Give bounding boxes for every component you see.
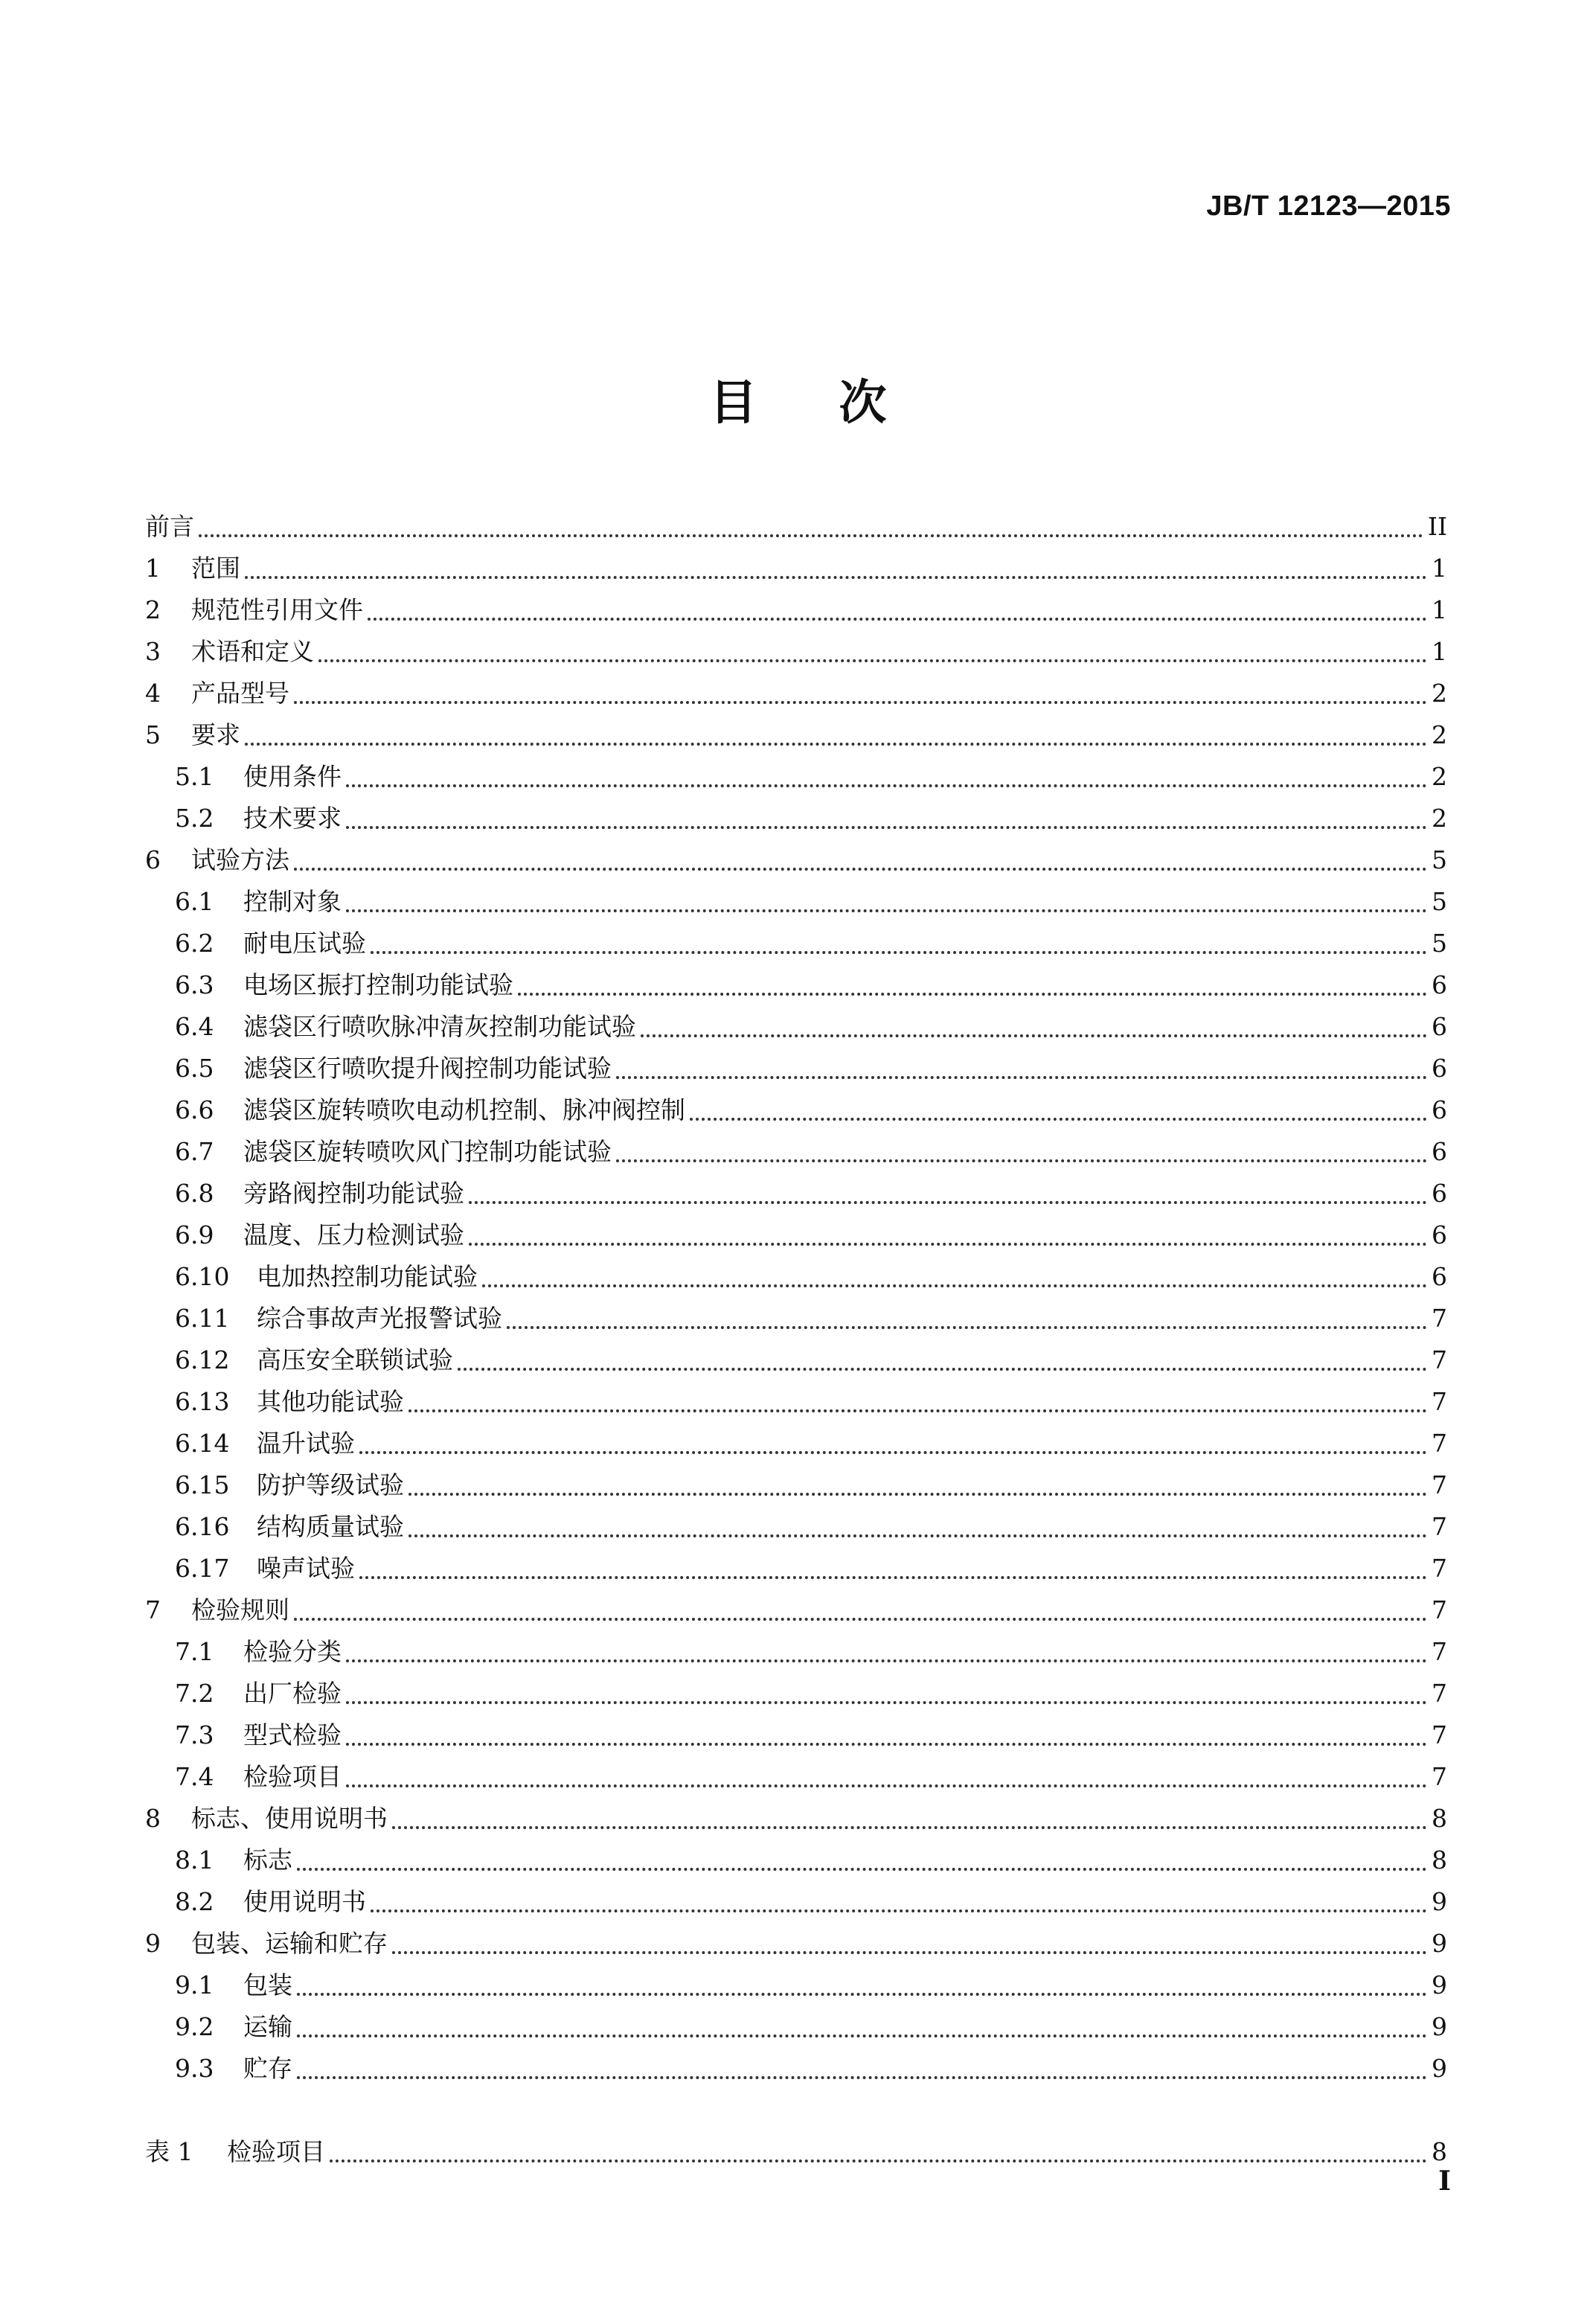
toc-entry-number: 9.3: [175, 2054, 214, 2083]
toc-entry-label: 耐电压试验: [243, 929, 366, 958]
toc-entry[interactable]: [145, 1923, 1447, 1965]
dot-leader: [507, 1326, 1427, 1329]
toc-entry-number: 6.9: [175, 1220, 214, 1249]
toc-entry-label: 运输: [243, 2012, 292, 2041]
dot-leader: [346, 1784, 1427, 1787]
toc-entry-number: 6.12: [175, 1345, 230, 1374]
dot-leader: [408, 1409, 1427, 1412]
toc-entry-label: 温度、压力检测试验: [243, 1220, 464, 1249]
toc-entry-label: 范围: [191, 554, 240, 583]
toc-entry-label: 其他功能试验: [257, 1387, 404, 1416]
toc-entry-label: 结构质量试验: [257, 1512, 404, 1541]
toc-entry-page: 5: [1432, 887, 1447, 916]
dot-leader: [294, 1618, 1427, 1621]
toc-subentry[interactable]: [145, 1423, 1447, 1464]
toc-entry-page: 9: [1432, 1929, 1447, 1958]
toc-subentry[interactable]: [145, 1089, 1447, 1131]
toc-entry-label: 滤袋区行喷吹提升阀控制功能试验: [243, 1054, 612, 1083]
page-number: I: [1438, 2165, 1451, 2197]
toc-subentry[interactable]: [145, 964, 1447, 1006]
toc-entry-page: 7: [1432, 1429, 1447, 1458]
toc-entry-number: 6.8: [175, 1179, 214, 1208]
toc-entry-page: 7: [1432, 1304, 1447, 1333]
toc-entry-number: 6.11: [175, 1304, 230, 1333]
toc-subentry[interactable]: [145, 881, 1447, 923]
toc-entry-page: 1: [1432, 554, 1447, 583]
toc-subentry[interactable]: [145, 1048, 1447, 1089]
toc-entry-number: 5.2: [175, 804, 214, 833]
toc-entry-page: 2: [1432, 762, 1447, 791]
toc-entry-page: 7: [1432, 1512, 1447, 1541]
dot-leader: [469, 1243, 1427, 1246]
toc-entry-page: 5: [1432, 929, 1447, 958]
toc-entry-page: 2: [1432, 720, 1447, 749]
toc-entry-label: 使用说明书: [243, 1887, 366, 1916]
toc-entry-number: 6.15: [175, 1470, 230, 1499]
toc-subentry[interactable]: [145, 1715, 1447, 1756]
dot-leader: [392, 1826, 1427, 1829]
table-of-contents: [145, 506, 1447, 2173]
toc-subentry[interactable]: [145, 1339, 1447, 1381]
dot-leader: [641, 1034, 1427, 1037]
toc-entry-number: 7: [145, 1595, 161, 1624]
toc-entry-number: 6.3: [175, 970, 214, 999]
toc-entry-page: 6: [1432, 1012, 1447, 1041]
toc-entry-label: 试验方法: [191, 845, 289, 874]
toc-entry-label: 出厂检验: [243, 1679, 342, 1708]
dot-leader: [199, 534, 1423, 537]
toc-entry-page: 6: [1432, 1262, 1447, 1291]
dot-leader: [245, 743, 1427, 746]
toc-entry-number: 3: [145, 637, 161, 666]
dot-leader: [408, 1493, 1427, 1496]
toc-entry-number: 2: [145, 595, 161, 624]
toc-entry-number: 4: [145, 679, 161, 708]
toc-entry-label: 要求: [191, 720, 240, 749]
toc-entry-label: 标志: [243, 1845, 292, 1874]
toc-subentry[interactable]: [145, 1756, 1447, 1798]
toc-entry-number: 6.14: [175, 1429, 230, 1458]
toc-entry-label: 控制对象: [243, 887, 342, 916]
toc-entry-label: 包装、运输和贮存: [191, 1929, 388, 1958]
toc-entry-label: 规范性引用文件: [191, 595, 363, 624]
toc-subentry[interactable]: [145, 1840, 1447, 1881]
toc-entry-label: 防护等级试验: [257, 1470, 404, 1499]
toc-entry-page: 1: [1432, 595, 1447, 624]
toc-subentry[interactable]: [145, 1631, 1447, 1673]
dot-leader: [294, 868, 1427, 871]
dot-leader: [330, 2159, 1427, 2162]
toc-entry-page: 5: [1432, 845, 1447, 874]
dot-leader: [359, 1576, 1427, 1579]
toc-subentry[interactable]: [145, 1506, 1447, 1548]
toc-entry-page: 9: [1432, 1887, 1447, 1916]
toc-entry-page: 8: [1432, 1845, 1447, 1874]
toc-entry-page: 1: [1432, 637, 1447, 666]
toc-entry-page: 7: [1432, 1595, 1447, 1624]
dot-leader: [245, 576, 1427, 579]
toc-subentry[interactable]: [145, 756, 1447, 798]
toc-entry-label: 术语和定义: [191, 637, 314, 666]
toc-entry-page: 6: [1432, 1220, 1447, 1249]
toc-entry-foreword[interactable]: [145, 506, 1447, 548]
toc-entry-number: 5.1: [175, 762, 214, 791]
toc-entry-page: 7: [1432, 1762, 1447, 1791]
toc-entry-number: 6.17: [175, 1554, 230, 1583]
toc-entry-page: 8: [1432, 1804, 1447, 1833]
toc-entry-label: 温升试验: [257, 1429, 355, 1458]
toc-subentry[interactable]: [145, 1256, 1447, 1298]
toc-entry-page: 6: [1432, 1095, 1447, 1124]
dot-leader: [297, 1993, 1427, 1996]
dot-leader: [482, 1284, 1427, 1287]
dot-leader: [346, 909, 1427, 912]
toc-entry-page: 6: [1432, 970, 1447, 999]
toc-entry[interactable]: [145, 589, 1447, 631]
toc-entry-number: 6.10: [175, 1262, 230, 1291]
dot-leader: [408, 1534, 1427, 1537]
dot-leader: [616, 1159, 1427, 1162]
toc-subentry[interactable]: [145, 2006, 1447, 2048]
toc-entry-page: 6: [1432, 1137, 1447, 1166]
toc-subentry[interactable]: [145, 1214, 1447, 1256]
toc-subentry[interactable]: [145, 798, 1447, 839]
toc-subentry[interactable]: [145, 1298, 1447, 1339]
toc-entry-label: 型式检验: [243, 1720, 342, 1749]
toc-entry-page: 9: [1432, 1970, 1447, 2000]
toc-entry-page: 7: [1432, 1387, 1447, 1416]
toc-subentry[interactable]: [145, 1464, 1447, 1506]
toc-entry-page: 9: [1432, 2012, 1447, 2041]
toc-entry-number: 1: [145, 554, 161, 583]
dot-leader: [458, 1368, 1427, 1371]
toc-entry-number: 9.2: [175, 2012, 214, 2041]
toc-entry-label: 电场区振打控制功能试验: [243, 970, 513, 999]
dot-leader: [297, 2034, 1427, 2037]
toc-subentry[interactable]: [145, 1548, 1447, 1589]
toc-entry-label: 滤袋区旋转喷吹电动机控制、脉冲阀控制: [243, 1095, 685, 1124]
toc-entry[interactable]: [145, 631, 1447, 673]
toc-entry-number: 7.1: [175, 1637, 214, 1666]
toc-entry-number: 8: [145, 1804, 161, 1833]
dot-leader: [368, 618, 1427, 621]
dot-leader: [690, 1118, 1427, 1121]
toc-entry-page: 2: [1432, 679, 1447, 708]
toc-entry-number: 6.6: [175, 1095, 214, 1124]
toc-entry-label: 噪声试验: [257, 1554, 355, 1583]
dot-leader: [392, 1951, 1427, 1954]
toc-entry-label: 贮存: [243, 2054, 292, 2083]
toc-entry-number: 6.13: [175, 1387, 230, 1416]
dot-leader: [518, 993, 1427, 996]
standard-code: JB/T 12123—2015: [1206, 191, 1451, 222]
toc-entry-page: 6: [1432, 1179, 1447, 1208]
toc-table-label: 检验项目: [227, 2137, 325, 2166]
dot-leader: [346, 1701, 1427, 1704]
toc-entry-label: 旁路阀控制功能试验: [243, 1179, 464, 1208]
toc-entry-page: 7: [1432, 1345, 1447, 1374]
dot-leader: [346, 784, 1427, 787]
toc-entry-label: 高压安全联锁试验: [257, 1345, 453, 1374]
toc-entry-label: 使用条件: [243, 762, 342, 791]
toc-entry-label: 检验分类: [243, 1637, 342, 1666]
toc-entry-number: 6: [145, 845, 161, 874]
dot-leader: [346, 826, 1427, 829]
toc-entry-label: 电加热控制功能试验: [257, 1262, 478, 1291]
toc-subentry[interactable]: [145, 2048, 1447, 2090]
toc-entry-number: 6.1: [175, 887, 214, 916]
toc-entry-page: 7: [1432, 1554, 1447, 1583]
toc-entry-label: 滤袋区旋转喷吹风门控制功能试验: [243, 1137, 612, 1166]
toc-entry-page: 9: [1432, 2054, 1447, 2083]
dot-leader: [346, 1743, 1427, 1746]
dot-leader: [359, 1451, 1427, 1454]
toc-entry-label: 产品型号: [191, 679, 289, 708]
toc-entry-number: 7.4: [175, 1762, 214, 1791]
toc-entry-label: 检验项目: [243, 1762, 342, 1791]
toc-subentry[interactable]: [145, 1173, 1447, 1214]
toc-subentry[interactable]: [145, 1881, 1447, 1923]
toc-table-page: 8: [1432, 2137, 1447, 2166]
toc-entry-page: 6: [1432, 1054, 1447, 1083]
dot-leader: [318, 659, 1427, 662]
toc-entry-page: 7: [1432, 1470, 1447, 1499]
dot-leader: [297, 2076, 1427, 2079]
toc-entry-number: 6.7: [175, 1137, 214, 1166]
toc-entry-label: 检验规则: [191, 1595, 289, 1624]
dot-leader: [371, 951, 1427, 954]
toc-entry-page: 7: [1432, 1679, 1447, 1708]
toc-entry[interactable]: [145, 1589, 1447, 1631]
toc-table-entry[interactable]: [145, 2131, 1447, 2173]
toc-entry-page: 7: [1432, 1637, 1447, 1666]
toc-entry-label: 技术要求: [243, 804, 342, 833]
toc-entry-number: 7.3: [175, 1720, 214, 1749]
toc-entry-number: 5: [145, 720, 161, 749]
toc-subentry[interactable]: [145, 1131, 1447, 1173]
toc-subentry[interactable]: [145, 1673, 1447, 1715]
toc-entry-number: 6.2: [175, 929, 214, 958]
toc-subentry[interactable]: [145, 1006, 1447, 1048]
toc-entry-number: 7.2: [175, 1679, 214, 1708]
toc-entry-number: 6.4: [175, 1012, 214, 1041]
toc-table-number: 表 1: [145, 2137, 193, 2166]
toc-entry-number: 8.1: [175, 1845, 214, 1874]
toc-subentry[interactable]: [145, 1965, 1447, 2006]
toc-entry[interactable]: [145, 714, 1447, 756]
toc-entry-number: 6.5: [175, 1054, 214, 1083]
toc-entry[interactable]: [145, 548, 1447, 589]
toc-entry-label: 前言: [145, 512, 194, 541]
toc-entry-page: 7: [1432, 1720, 1447, 1749]
toc-entry-page: II: [1427, 512, 1447, 541]
dot-leader: [616, 1076, 1427, 1079]
toc-entry[interactable]: [145, 673, 1447, 714]
toc-entry-label: 标志、使用说明书: [191, 1804, 388, 1833]
toc-entry-number: 9.1: [175, 1970, 214, 2000]
toc-entry-label: 综合事故声光报警试验: [257, 1304, 502, 1333]
toc-entry-page: 2: [1432, 804, 1447, 833]
toc-entry[interactable]: [145, 839, 1447, 881]
toc-entry-label: 滤袋区行喷吹脉冲清灰控制功能试验: [243, 1012, 636, 1041]
dot-leader: [297, 1868, 1427, 1871]
toc-entry[interactable]: [145, 1798, 1447, 1840]
toc-entry-label: 包装: [243, 1970, 292, 2000]
dot-leader: [371, 1909, 1427, 1912]
toc-entry-number: 9: [145, 1929, 161, 1958]
toc-entry-number: 8.2: [175, 1887, 214, 1916]
toc-entry-number: 6.16: [175, 1512, 230, 1541]
dot-leader: [469, 1201, 1427, 1204]
toc-subentry[interactable]: [145, 923, 1447, 964]
dot-leader: [346, 1659, 1427, 1662]
toc-subentry[interactable]: [145, 1381, 1447, 1423]
page-title: 目次: [709, 375, 969, 431]
dot-leader: [294, 701, 1427, 704]
